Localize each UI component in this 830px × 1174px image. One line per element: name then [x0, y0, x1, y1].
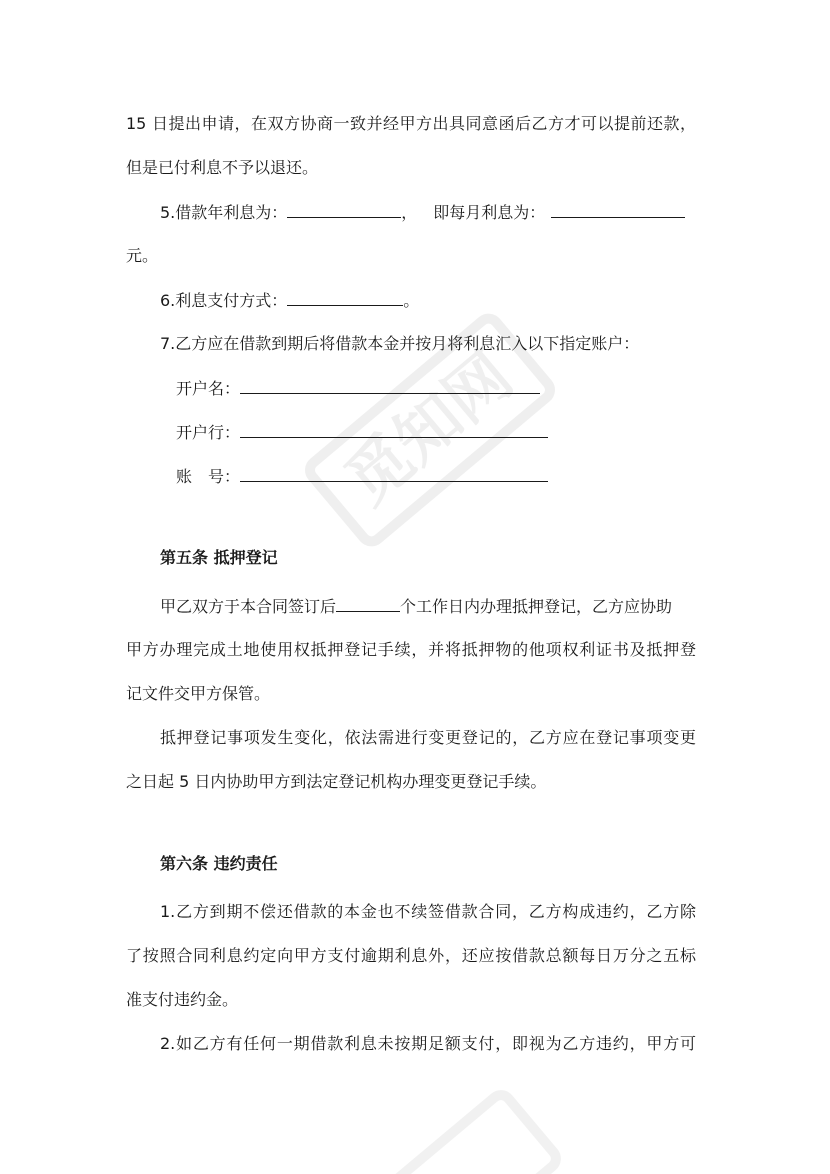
item-6-label: 6.利息支付方式：	[160, 291, 288, 310]
payment-method-blank	[287, 288, 403, 306]
item-5-monthly-label: 即每月利息为：	[433, 203, 546, 222]
article-5-para-1-line-2: 甲方办理完成土地使用权抵押登记手续，并将抵押物的他项权利证书及抵押登	[126, 640, 696, 659]
account-number-label: 账 号：	[176, 467, 241, 486]
article-6-title: 第六条 违约责任	[160, 854, 278, 873]
item-7-account: 7.乙方应在借款到期后将借款本金并按月将利息汇入以下指定账户：	[160, 334, 640, 353]
item-5-interest	[160, 200, 685, 224]
annual-interest-blank	[287, 200, 401, 218]
account-bank-label: 开户行：	[176, 423, 241, 442]
article-5-para-2-line-2: 之日起 5 日内协助甲方到法定登记机构办理变更登记手续。	[126, 772, 547, 791]
account-bank-blank	[240, 420, 548, 438]
account-name-row	[176, 376, 540, 400]
item-6-end: 。	[403, 291, 420, 310]
article-6-para-1-line-1: 1.乙方到期不偿还借款的本金也不续签借款合同，乙方构成违约，乙方除	[160, 902, 696, 921]
article-6-para-1-line-2: 了按照合同利息约定向甲方支付逾期利息外，还应按借款总额每日万分之五标	[126, 946, 696, 965]
article-5-para-1-line-1	[160, 594, 672, 618]
article-6-para-2-line-1: 2.如乙方有任何一期借款利息未按期足额支付，即视为乙方违约，甲方可	[160, 1034, 696, 1053]
account-number-row	[176, 464, 548, 488]
watermark-logo-bottom	[330, 1080, 570, 1174]
article-5-para-2-line-1: 抵押登记事项发生变化，依法需进行变更登记的，乙方应在登记事项变更	[160, 728, 696, 747]
svg-text:觅知网: 觅知网	[332, 339, 527, 520]
working-days-blank	[336, 594, 400, 612]
item-5-label: 5.借款年利息为：	[160, 203, 288, 222]
article-5-para-1-line-3: 记文件交甲方保管。	[126, 684, 271, 703]
paragraph-line: 15 日提出申请，在双方协商一致并经甲方出具同意函后乙方才可以提前还款，	[126, 114, 696, 133]
account-number-blank	[240, 464, 548, 482]
article-5-title: 第五条 抵押登记	[160, 548, 278, 567]
text-segment: 个工作日内办理抵押登记，乙方应协助	[400, 597, 673, 616]
paragraph-line: 但是已付利息不予以退还。	[126, 158, 319, 177]
account-name-label: 开户名：	[176, 379, 241, 398]
text-segment: 甲乙双方于本合同签订后	[160, 597, 337, 616]
item-6-payment-method	[160, 288, 419, 312]
account-name-blank	[240, 376, 540, 394]
item-5-separator: ，	[401, 203, 418, 222]
item-5-tail: 元。	[126, 246, 159, 265]
account-bank-row	[176, 420, 548, 444]
article-6-para-1-line-3: 准支付违约金。	[126, 990, 239, 1009]
monthly-interest-blank	[551, 200, 685, 218]
